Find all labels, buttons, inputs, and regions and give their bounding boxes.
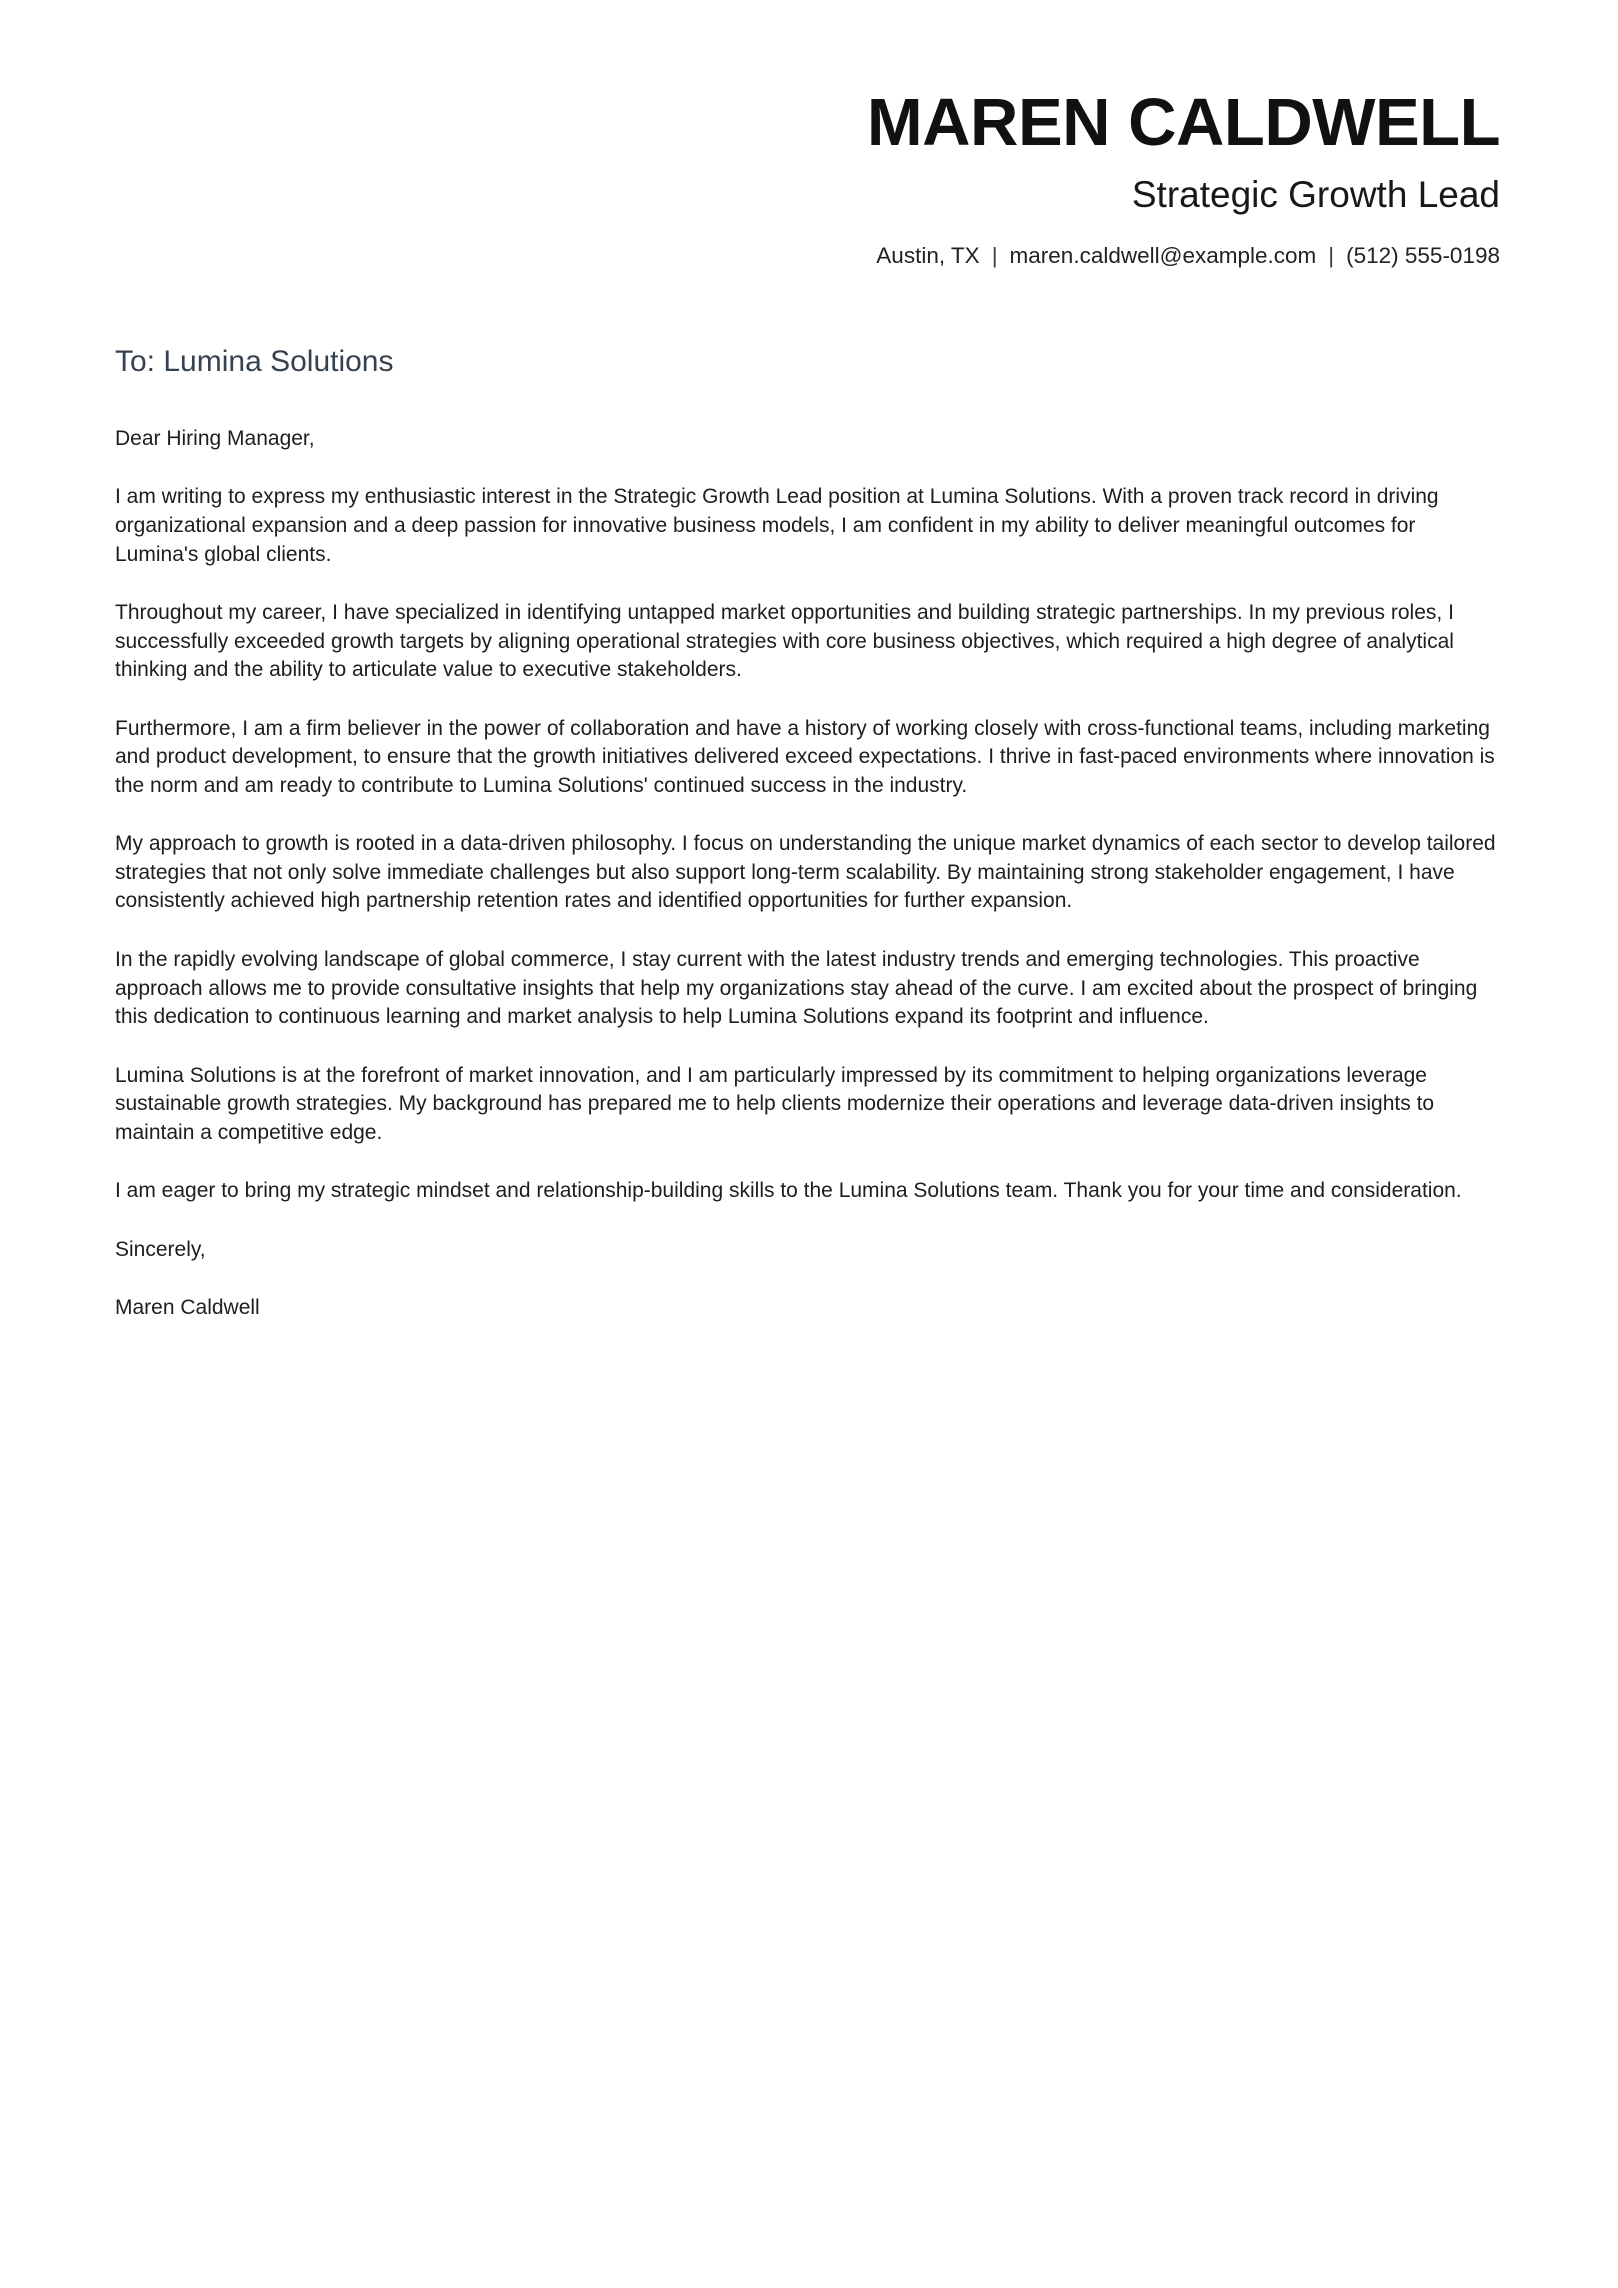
contact-separator: | [991, 242, 998, 268]
body-paragraph: Furthermore, I am a firm believer in the power of collaboration and have a history of working closely with cross-functional teams, including marketing and product development, to ensure that the growth initiatives delivered exceed expectations. I thrive in fast-paced environments where innovation is the norm and am ready to contribute to Lumina Solutions' continued success in the industry. [115, 716, 1495, 797]
letter-body [115, 345, 1500, 1323]
signature: Maren Caldwell [115, 1296, 260, 1320]
salutation: Dear Hiring Manager, [115, 426, 315, 450]
body-paragraph: In the rapidly evolving landscape of global commerce, I stay current with the latest industry trends and emerging technologies. This proactive approach allows me to provide consultative insights that help my organizations stay ahead of the curve. I am excited about the prospect of bringing this dedication to continuous learning and market analysis to help Lumina Solutions expand its footprint and influence. [115, 948, 1478, 1029]
recipient-line: To: Lumina Solutions [115, 344, 394, 378]
body-paragraph: I am writing to express my enthusiastic interest in the Strategic Growth Lead position at Lumina Solutions. With a proven track record in driving organizational expansion and a deep passion for innovative business models, I am confident in my ability to deliver meaningful outcomes for Lumina's global clients. [115, 485, 1439, 566]
candidate-name: MAREN CALDWELL [866, 85, 1500, 160]
body-paragraph: My approach to growth is rooted in a data-driven philosophy. I focus on understanding the unique market dynamics of each sector to develop tailored strategies that not only solve immediate challenges but also support long-term scalability. By maintaining strong stakeholder engagement, I have consistently achieved high partnership retention rates and identified opportunities for further expansion. [115, 832, 1496, 913]
job-title: Strategic Growth Lead [1131, 174, 1500, 216]
contact-phone: (512) 555-0198 [1346, 242, 1500, 268]
body-paragraph: Lumina Solutions is at the forefront of market innovation, and I am particularly impressed by its commitment to helping organizations leverage sustainable growth strategies. My background has prepared me to help clients modernize their operations and leverage data-driven insights to maintain a competitive edge. [115, 1063, 1435, 1144]
contact-separator: | [1328, 242, 1335, 268]
contact-email: maren.caldwell@example.com [1009, 242, 1317, 268]
body-paragraph: Throughout my career, I have specialized in identifying untapped market opportunities and building strategic partnerships. In my previous roles, I successfully exceeded growth targets by aligning operational strategies with core business objectives, which required a high degree of analytical thinking and the ability to articulate value to executive stakeholders. [115, 601, 1454, 682]
body-paragraph: I am eager to bring my strategic mindset and relationship-building skills to the Lumina Solutions team. Thank you for your time and consideration. [115, 1179, 1462, 1203]
contact-line [115, 243, 1500, 269]
letter-header [115, 85, 1500, 269]
closing: Sincerely, [115, 1237, 206, 1261]
contact-location: Austin, TX [876, 242, 980, 268]
